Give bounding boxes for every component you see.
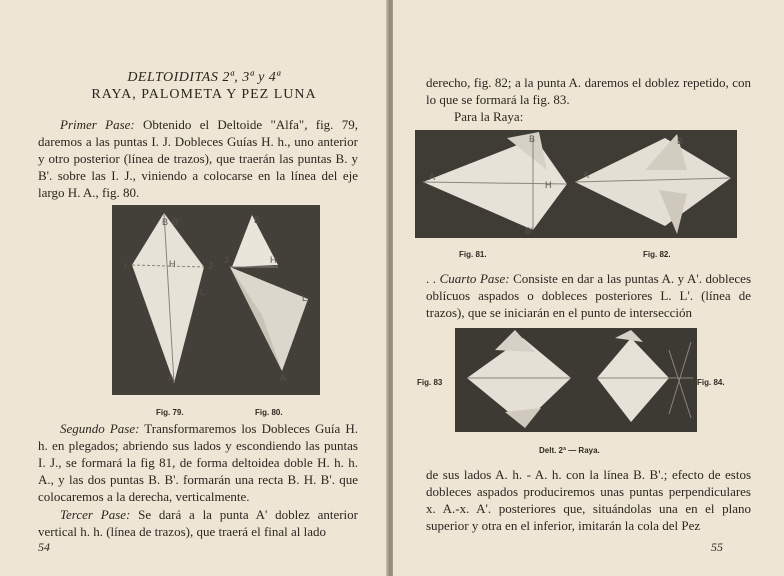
paragraph-cuarto-pase	[426, 270, 751, 321]
fig79-caption: Fig. 79.	[156, 408, 184, 417]
fig82-letter-a: A	[583, 170, 590, 180]
page-number-left: 54	[38, 540, 50, 554]
cuarto-pase-label: Cuarto Pase:	[439, 271, 510, 286]
right-page	[393, 0, 784, 576]
paragraph-bottom	[426, 466, 751, 534]
tercer-pase-label: Tercer Pase:	[60, 507, 131, 522]
para-raya-label: Para la Raya:	[454, 109, 524, 124]
fig80-letter-h: H	[270, 255, 277, 265]
fig80-letter-b: B	[254, 215, 261, 225]
fig81-caption: Fig. 81.	[459, 250, 487, 259]
paragraph-tercer-pase	[38, 506, 358, 540]
paragraph-top-text: derecho, fig. 82; a la punta A. daremos el doblez repetido, con lo que se formará la fig. 83.	[426, 75, 751, 107]
fig79-letter-j: J	[208, 261, 213, 271]
fig79-letter-b: B	[162, 217, 169, 227]
paragraph-top	[426, 74, 751, 125]
primer-pase-label: Primer Pase:	[60, 117, 135, 132]
primer-pase-text: Obtenido el Deltoide "Alfa", fig. 79, daremos a las puntas I. J. Dobleces Guías H. h., uno anterior y otro posterior (línea de trazos), que traerán las puntas B. y B'. sobre las I. J., viniendo a colocarse en la línea del eje largo H. A., fig. 80.	[38, 117, 358, 200]
fig80-letter-a: A	[280, 373, 287, 383]
fig79-letter-b-prime: B'	[172, 217, 180, 227]
fig84-caption: Fig. 84.	[697, 378, 725, 387]
fig81-letter-h: H	[545, 180, 552, 190]
paragraph-bottom-text: de sus lados A. h. - A. h. con la línea B. B'.; efecto de estos dobleces aspados produciremos unas puntas perpendiculares x. A.-x. A'. posteriores que, situándolas una en el plano superior y otra en el inferior, imitarán la cola del Pez	[426, 467, 751, 533]
left-page	[0, 0, 388, 576]
section-heading-line1: DELTOIDITAS 2ª, 3ª y 4ª	[127, 70, 281, 85]
fig79-letter-a: A	[168, 373, 175, 383]
origami-fish-drawing	[455, 328, 697, 432]
fig83-fig84-photo	[455, 328, 697, 432]
fig83-caption: Fig. 83	[417, 378, 443, 387]
paragraph-segundo-pase	[38, 420, 358, 505]
paragraph-primer-pase	[38, 116, 358, 201]
segundo-pase-text: Transformaremos los Dobleces Guía H. h. en plegados; abriendo sus lados y escondiendo las puntas I. J., se formará la fig 81, de forma deltoidea doble H. h. h. A., y las dos puntas B. B'. formarán una recta B. H. B'. que colocaremos a la derecha, verticalmente.	[38, 421, 358, 504]
cuarto-pase-prefix: . .	[426, 271, 440, 286]
fig80-caption: Fig. 80.	[255, 408, 283, 417]
fig81-letter-a: A	[429, 172, 436, 182]
origami-kites-drawing	[112, 205, 320, 395]
fig79-letter-l: L	[200, 287, 206, 297]
fig81-letter-b-prime: B'	[525, 226, 533, 236]
fig79-fig80-photo	[112, 205, 320, 395]
fig79-letter-h: H	[169, 259, 176, 269]
tercer-pase-text: Se dará a la punta A' doblez anterior vertical h. h. (línea de trazos), que traerá el final al lado	[38, 507, 358, 539]
fig79-letter-i: I	[124, 261, 127, 271]
fig82-letter-b: B	[677, 136, 684, 146]
fig82-caption: Fig. 82.	[643, 250, 671, 259]
photo-caption-delt-raya: Delt. 2ª — Raya.	[539, 446, 600, 455]
cuarto-pase-text: Consiste en dar a las puntas A. y A'. dobleces oblícuos aspados o dobleces posteriores L. L'. (línea de trazos), que se iniciarán en el punto de intersección	[426, 271, 752, 320]
origami-rays-drawing	[415, 130, 737, 238]
page-number-right: 55	[711, 540, 723, 554]
fig81-fig82-photo	[415, 130, 737, 238]
fig81-letter-b: B	[529, 134, 536, 144]
segundo-pase-label: Segundo Pase:	[60, 421, 140, 436]
fig80-letter-j: J	[224, 255, 229, 265]
section-heading-line2: RAYA, PALOMETA Y PEZ LUNA	[91, 87, 317, 102]
fig80-letter-l: L	[302, 293, 308, 303]
